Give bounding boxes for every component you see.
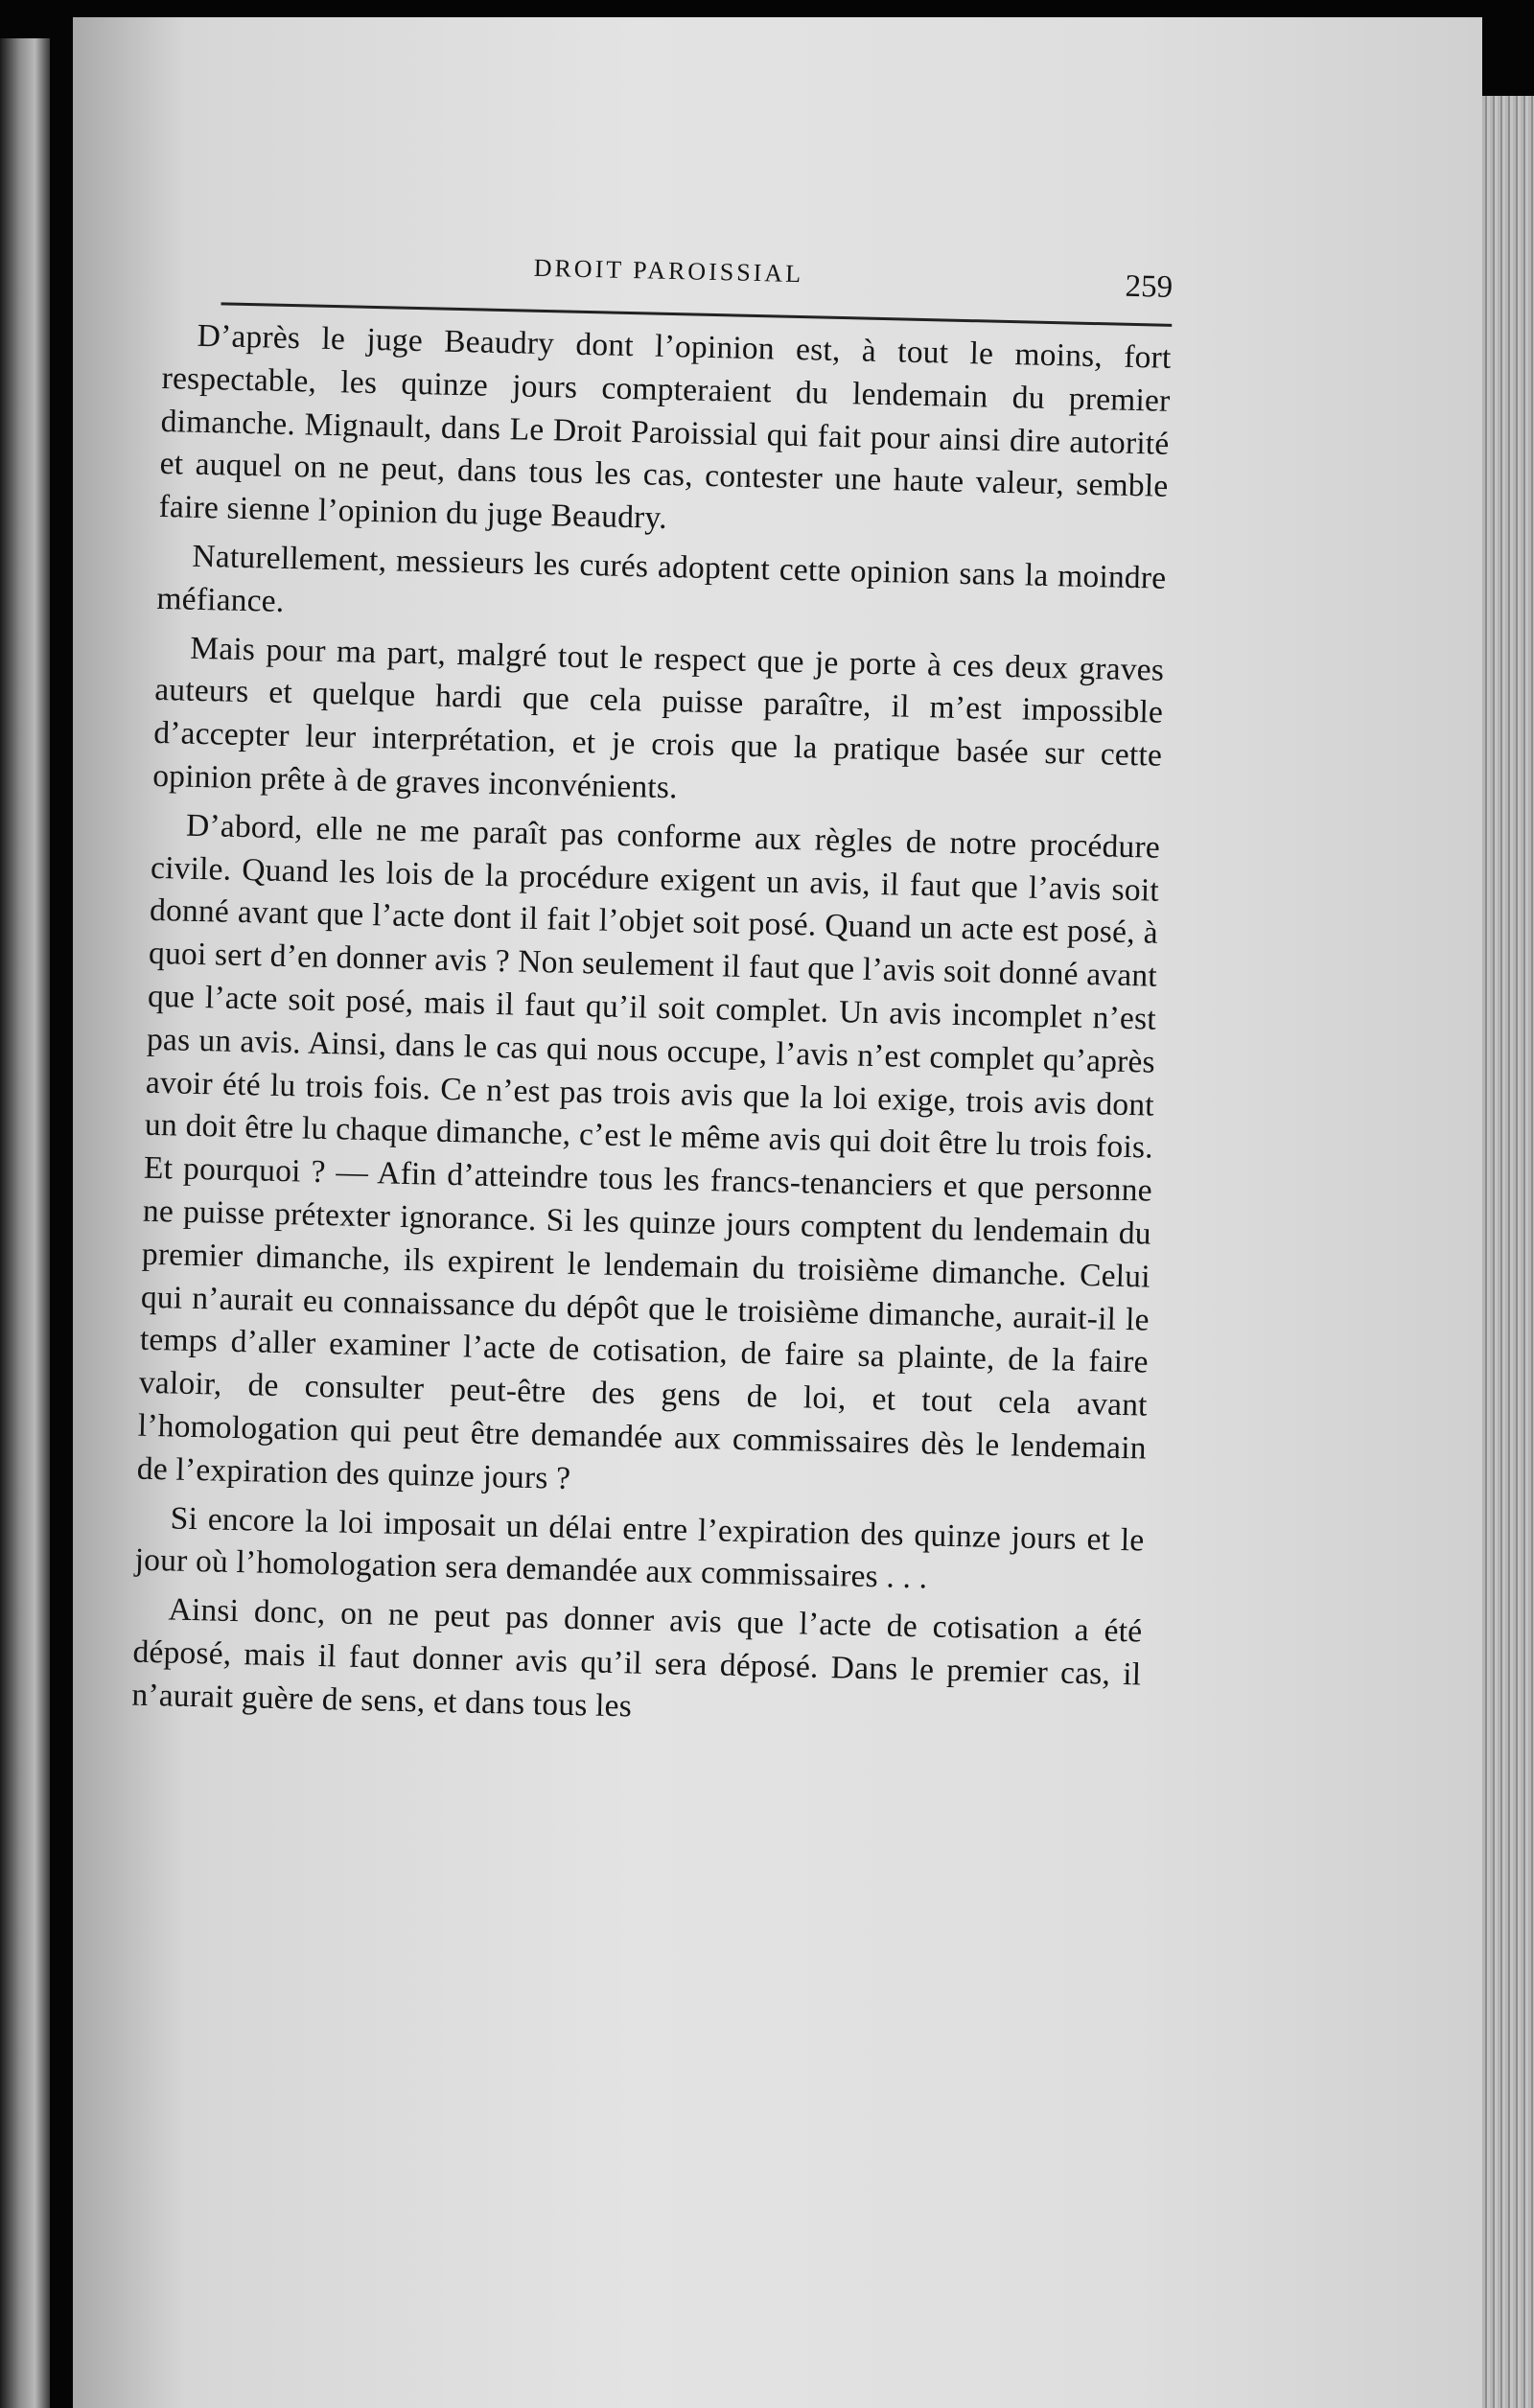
page-content	[131, 240, 1174, 1740]
facing-page-edge	[0, 38, 50, 2408]
paragraph-4: D’abord, elle ne me paraît pas conforme aux règles de notre procédure civile. Quand les lois de la procédure exigent un avis, il faut que l’avis soit donné avant que l’acte dont il fait l’objet soit posé. Quand un acte est posé, à quoi sert d’en donner avis ? Non seulement il faut que l’avis soit donné avant que l’acte soit posé, mais il faut qu’il soit complet. Un avis incomplet n’est pas un avis. Ainsi, dans le cas qui nous occupe, l’avis n’est complet qu’après avoir été lu trois fois. Ce n’est pas trois avis que la loi exige, trois avis dont un doit être lu chaque dimanche, c’est le même avis qui doit être lu trois fois. Et pourquoi ? — Afin d’atteindre tous les francs-tenanciers et que personne ne puisse prétexter ignorance. Si les quinze jours comptent du lendemain du premier dimanche, ils expirent le lendemain du troisième dimanche. Celui qui n’aurait eu connaissance du dépôt que le troisième dimanche, aurait-il le temps d’aller examiner l’acte de cotisation, de faire sa plainte, de la faire valoir, de consulter peut-être des gens de loi, et tout cela avant l’homologation qui peut être demandée aux commissaires dès le lendemain de l’expiration des quinze jours ?	[136, 807, 1161, 1496]
page-edges	[1482, 96, 1534, 2408]
paragraph-5: Si encore la loi imposait un délai entre l’expiration des quinze jours et le jour où l’homologation sera demandée aux commissaires . . .	[134, 1499, 1145, 1596]
paragraph-3: Mais pour ma part, malgré tout le respect que je porte à ces deux graves auteurs et quelque hardi que cela puisse paraître, il m’est impossible d’accepter leur interprétation, et je crois que la pratique basée sur cette opinion prête à de graves inconvénients.	[151, 630, 1165, 806]
paragraph-2: Naturellement, messieurs les curés adoptent cette opinion sans la moindre méfiance.	[156, 538, 1167, 619]
paragraph-1: D’après le juge Beaudry dont l’opinion est, à tout le moins, fort respectable, les quinze jours compteraient du lendemain du premier dimanche. Mignault, dans Le Droit Paroissial qui fait pour ainsi dire autorité et auquel on ne peut, dans tous les cas, contester une haute valeur, semble faire sienne l’opinion du juge Beaudry.	[158, 317, 1172, 537]
paragraph-6: Ainsi donc, on ne peut pas donner avis que l’acte de cotisation a été déposé, mais il faut donner avis qu’il sera déposé. Dans le premier cas, il n’aurait guère de sens, et dans tous les	[131, 1591, 1143, 1725]
running-head: DROIT PAROISSIAL	[533, 253, 804, 289]
page-number: 259	[1125, 268, 1174, 305]
body-text	[131, 314, 1172, 1740]
